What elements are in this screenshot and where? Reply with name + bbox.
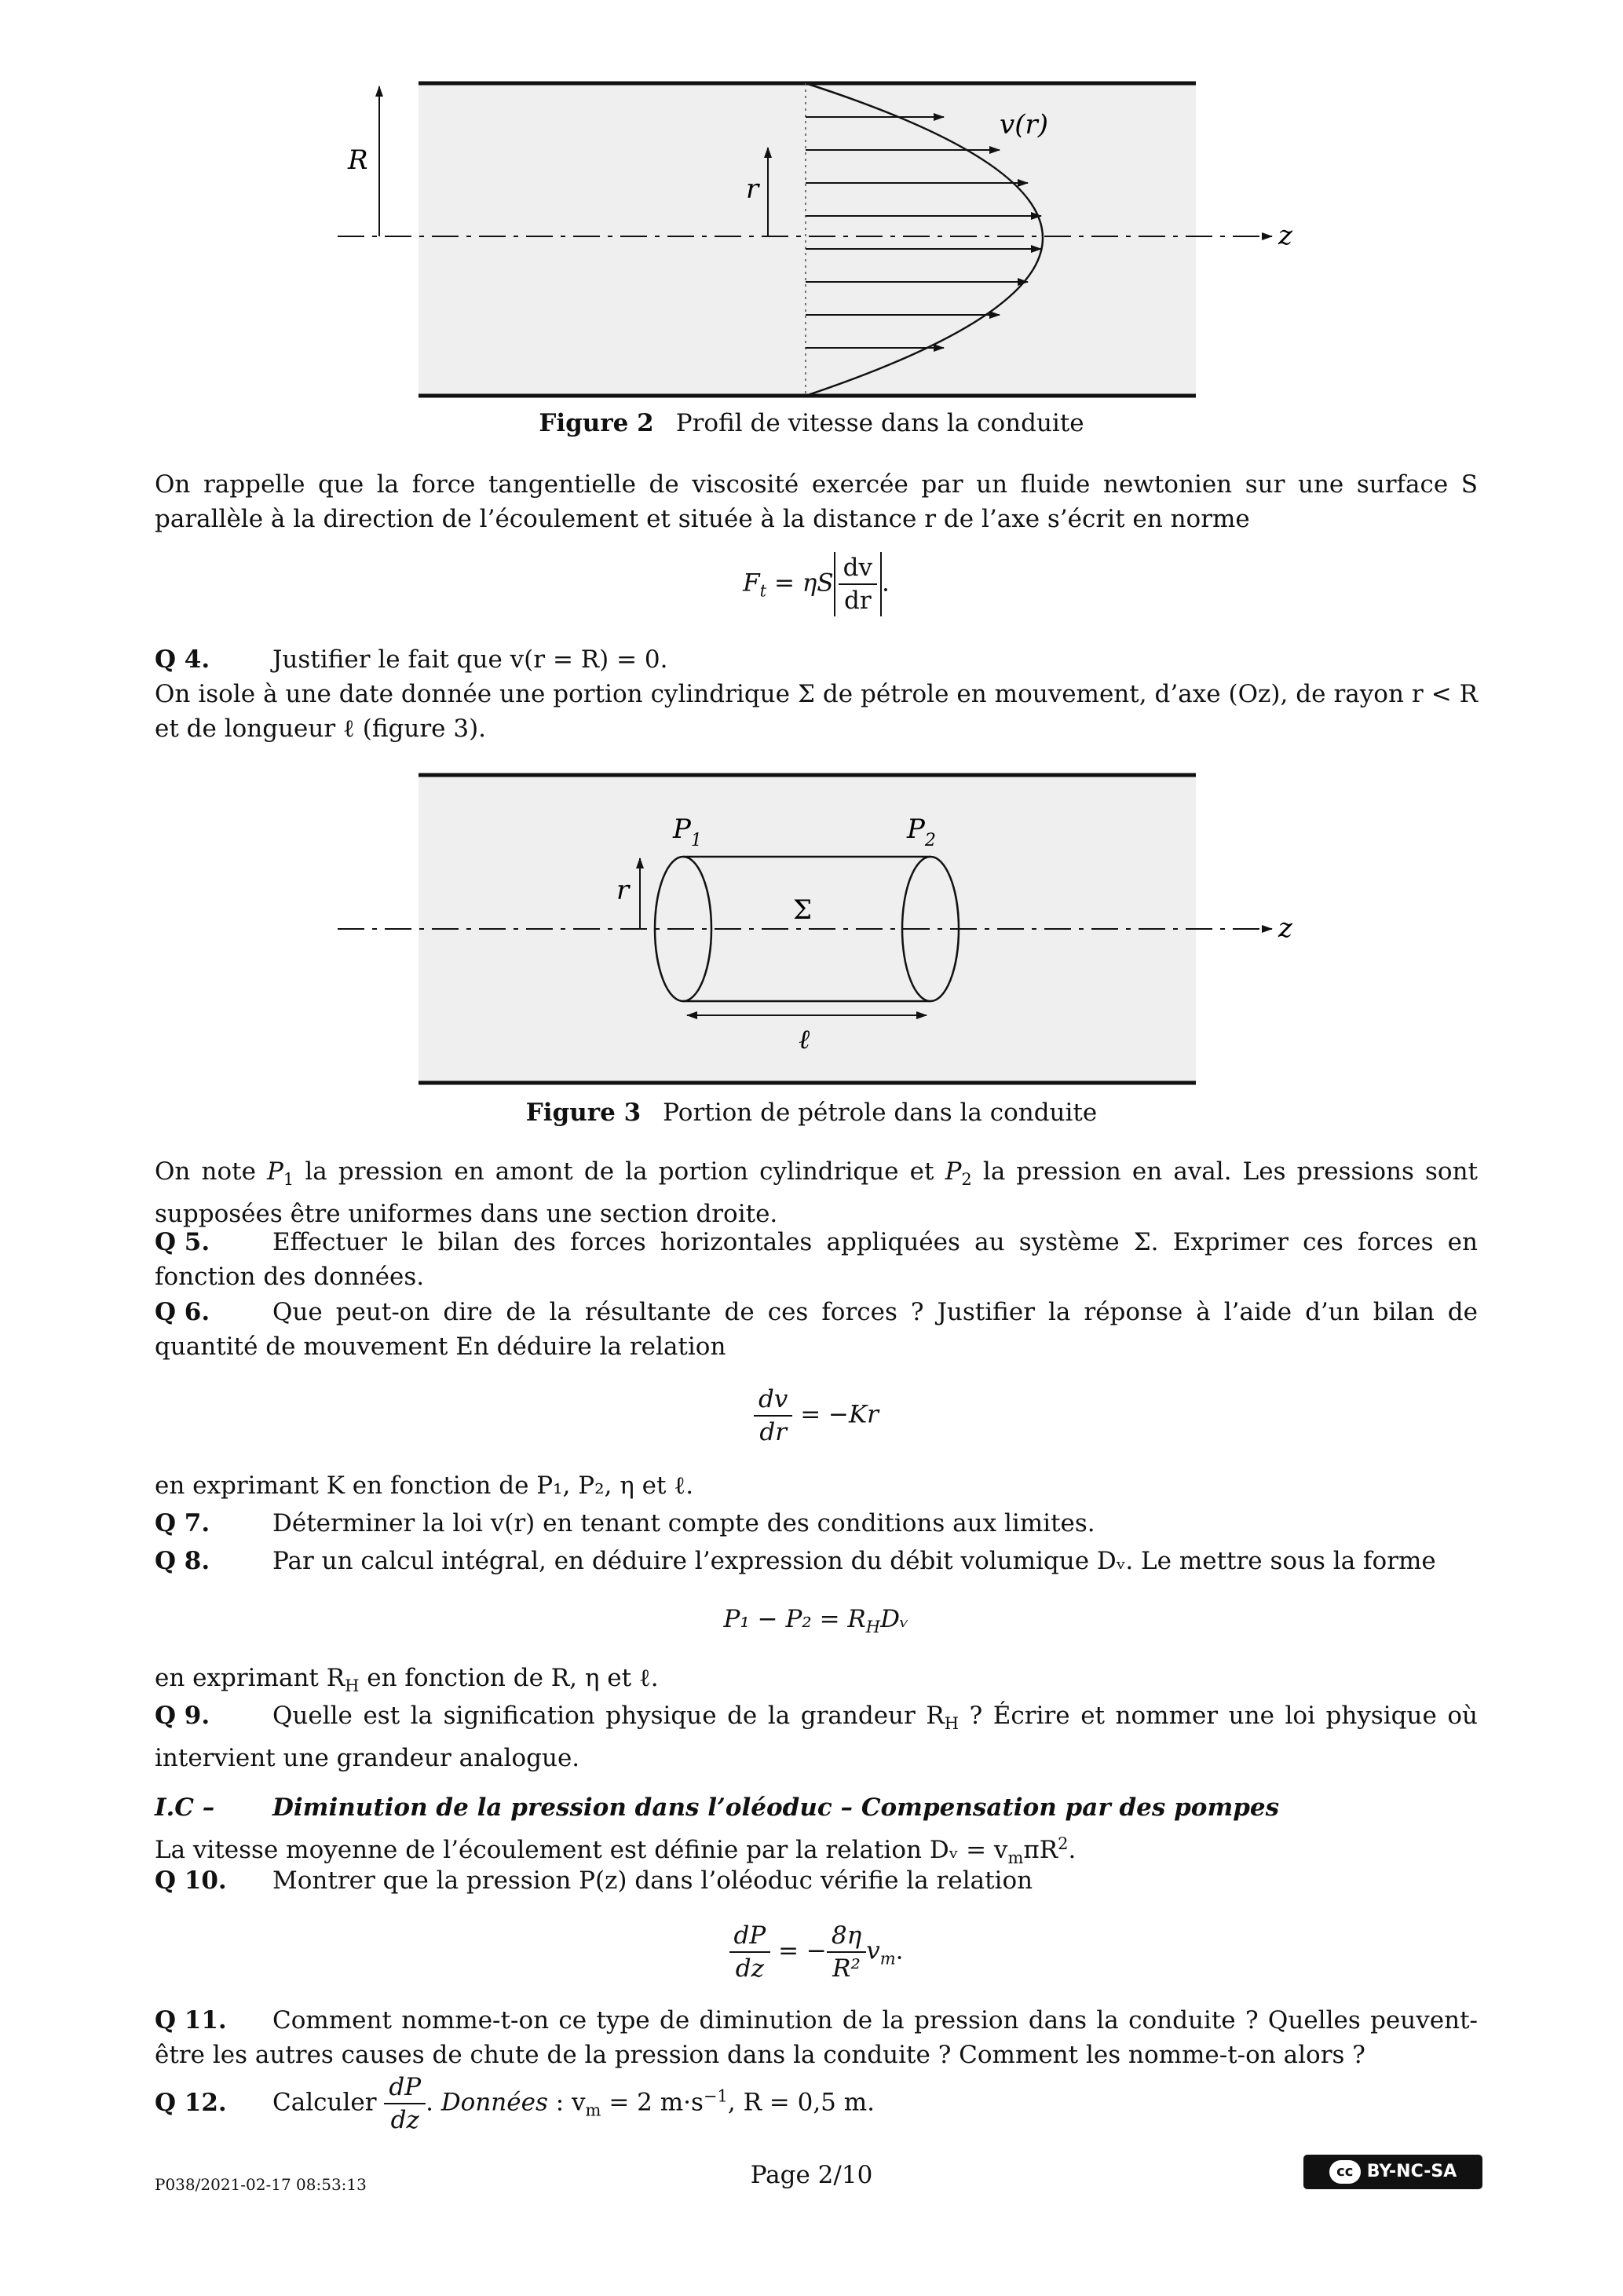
question-10 [155, 1863, 1478, 1898]
question-4 [155, 642, 1478, 677]
label-l: ℓ [799, 1024, 810, 1055]
figure-3-caption-label: Figure 3 [525, 1099, 642, 1127]
section-ic-number: I.C – [155, 1793, 215, 1822]
question-8-after: en exprimant $R_H$ en fonction de R, η et ℓ. [155, 1664, 659, 1695]
label-z: z [1278, 220, 1292, 251]
question-11-label: Q 11. [155, 2006, 227, 2035]
label-r: r [746, 174, 759, 205]
viscosity-intro [155, 467, 1478, 536]
question-10-formula: $\frac{dP}{dz}$ = − $\frac{8\eta}{\text{R²}}$ $v_m$. [155, 1920, 1478, 1984]
question-8-text: Par un calcul intégral, en déduire l’expression du débit volumique Dᵥ. Le mettre sous la forme [272, 1547, 1436, 1575]
portion-intro: On isole à une date donnée une portion cylindrique Σ de pétrole en mouvement, d’axe (Oz), de rayon r < R et de longueur ℓ (figure 3). [155, 680, 1478, 743]
question-6 [155, 1295, 1478, 1364]
question-4-text: Justifier le fait que v(r = R) = 0. [272, 645, 668, 674]
question-11 [155, 2003, 1478, 2072]
section-ic-heading [155, 1790, 1478, 1825]
question-10-text: Montrer que la pression P(z) dans l’oléoduc vérifie la relation [272, 1866, 1033, 1895]
figure-2-velocity-profile [0, 71, 1623, 408]
question-11-text: Comment nomme-t-on ce type de diminution de la pression dans la conduite ? Quelles peuvent-être les autres causes de chute de la pression dans la conduite ? Comment les nomme-t-on alors ? [155, 2006, 1478, 2069]
footer-page-number: Page 2/10 [750, 2161, 873, 2189]
label-z: z [1278, 912, 1292, 944]
footer-id: P038/2021-02-17 08:53:13 [155, 2175, 367, 2194]
label-sigma: Σ [793, 894, 813, 926]
question-5-text: Effectuer le bilan des forces horizontales appliquées au système Σ. Exprimer ces forces en fonction des données. [155, 1228, 1478, 1291]
figure-3-caption-text: Portion de pétrole dans la conduite [663, 1099, 1098, 1127]
question-6-after: en exprimant K en fonction de P₁, P₂, η et ℓ. [155, 1472, 694, 1500]
figure-2-caption-label: Figure 2 [539, 409, 654, 437]
label-P1: $P_1$ [673, 813, 702, 850]
label-R: R [348, 144, 368, 176]
question-4-label: Q 4. [155, 645, 210, 674]
section-ic-intro: La vitesse moyenne de l’écoulement est définie par la relation Dᵥ = $v_m\pi R^2$. [155, 1834, 1077, 1867]
cc-icon: cc [1329, 2160, 1361, 2184]
question-6-text: Que peut-on dire de la résultante de ces forces ? Justifier la réponse à l’aide d’un bilan de quantité de mouvement En déduire la relation [155, 1298, 1478, 1361]
figure-3-oil-portion [0, 766, 1623, 1095]
section-ic-title: Diminution de la pression dans l’oléoduc – Compensation par des pompes [272, 1793, 1280, 1822]
question-12: Q 12. Calculer $\frac{dP}{dz}$ . Données : $v_m = 2$ $m\cdot s^{-1}$, R = 0,5 m. [155, 2073, 875, 2134]
question-7 [155, 1506, 1478, 1541]
question-7-label: Q 7. [155, 1509, 210, 1537]
pipe-interior [419, 83, 1196, 396]
question-5-label: Q 5. [155, 1228, 210, 1256]
figure-2-caption-text: Profil de vitesse dans la conduite [675, 409, 1084, 437]
label-r: r [616, 875, 630, 906]
label-P2: $P_2$ [907, 813, 936, 850]
viscosity-intro-text: On rappelle que la force tangentielle de viscosité exercée par un fluide newtonien sur une surface S parallèle à la direction de l’écoulement et située à la distance r de l’axe s’écrit en norme [155, 470, 1478, 533]
figure-3-caption [0, 1095, 1623, 1130]
question-7-text: Déterminer la loi v(r) en tenant compte des conditions aux limites. [272, 1509, 1095, 1537]
question-8-formula: $P_1 - P_2 = R_HDᵥ$ [723, 1605, 909, 1636]
label-v-of-r: v(r) [1000, 109, 1048, 141]
abs-value: $\frac{dv}{dr}$ [834, 552, 882, 616]
question-6-label: Q 6. [155, 1298, 210, 1326]
question-9-label: Q 9. [155, 1702, 210, 1730]
question-9: Q 9. Quelle est la signification physique de la grandeur $R_H$ ? Écrire et nommer une loi physique où intervient une grandeur analogue. [155, 1698, 1478, 1775]
license-text: BY-NC-SA [1366, 2162, 1457, 2181]
question-6-formula: $\frac{dv}{dr}$ = −Kr [155, 1384, 1478, 1448]
figure-2-caption [0, 406, 1623, 441]
viscosity-formula: $F_t = \eta S$ $\frac{dv}{dr}$ . [743, 554, 890, 615]
question-10-label: Q 10. [155, 1866, 227, 1895]
question-8 [155, 1544, 1478, 1578]
license-badge [1303, 2155, 1482, 2189]
pressure-intro: On note $P_1$ la pression en amont de la portion cylindrique et $P_2$ la pression en aval. Les pressions sont supposées être uniformes dans une section droite. [155, 1157, 1479, 1228]
question-8-label: Q 8. [155, 1547, 210, 1575]
question-12-label: Q 12. [155, 2088, 227, 2117]
question-5 [155, 1225, 1478, 1294]
